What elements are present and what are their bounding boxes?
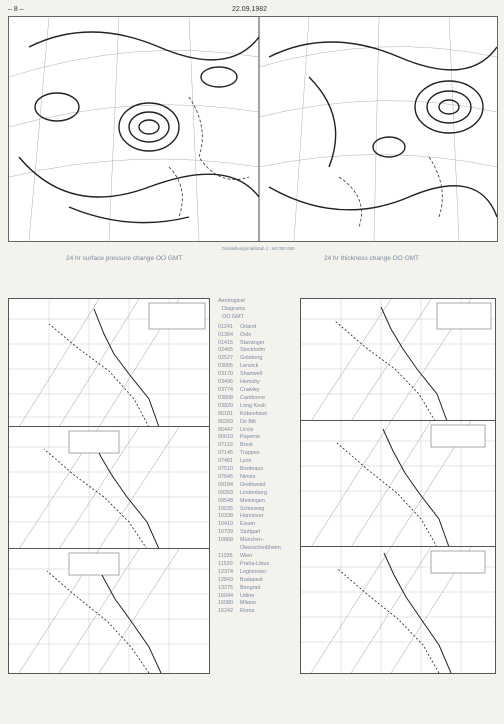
map-scale: Darstellungsmaßstab 1 : 60 000 000 (222, 246, 295, 251)
right-map-coastlines (339, 157, 442, 227)
station-name: Nimes (240, 473, 256, 480)
station-name: Oslo (240, 331, 252, 338)
station-row (218, 608, 298, 616)
station-row (218, 363, 298, 371)
station-row (218, 395, 298, 403)
left-map-coastlines (169, 97, 249, 217)
station-row (218, 411, 298, 419)
station-name: Oberschleißheim (240, 545, 281, 552)
weather-maps-drawing (9, 17, 497, 241)
station-name: Stockholm (240, 347, 266, 354)
station-row (218, 355, 298, 363)
station-id: 10739 (218, 529, 233, 536)
station-row (218, 427, 298, 435)
right-map-isopleths (269, 42, 497, 217)
station-id: 16044 (218, 592, 233, 599)
station-name: Trappes (240, 450, 260, 457)
aerological-plot (9, 427, 209, 549)
station-row (218, 332, 298, 340)
station-row (218, 403, 298, 411)
station-id: 01415 (218, 339, 233, 346)
station-row (218, 340, 298, 348)
weather-maps (8, 16, 498, 242)
station-id: 09184 (218, 481, 233, 488)
station-row (218, 442, 298, 450)
station-id: 10868 (218, 537, 233, 544)
station-id: 07110 (218, 442, 233, 449)
station-id: 07510 (218, 466, 233, 473)
station-row (218, 537, 298, 545)
station-id: 12374 (218, 568, 233, 575)
station-row (218, 577, 298, 585)
page-date: 22.09.1982 (232, 6, 268, 13)
station-row (218, 387, 298, 395)
station-id: 06610 (218, 434, 233, 441)
station-name: Meiningen (240, 497, 265, 504)
station-id: 13275 (218, 584, 233, 591)
station-name: Kobenhavn (240, 410, 268, 417)
station-row (218, 529, 298, 537)
left-map-caption: 24 hr surface pressure change OO GMT (66, 255, 183, 262)
station-rows (218, 324, 298, 617)
station-id: 10035 (218, 505, 233, 512)
station-row (218, 585, 298, 593)
station-id: 03496 (218, 379, 233, 386)
station-row (218, 545, 298, 553)
title-line: Diagrams (222, 305, 246, 312)
station-name: De Bilt (240, 418, 256, 425)
station-row (218, 482, 298, 490)
station-name: Stavanger (240, 339, 265, 346)
station-name: Lindenberg (240, 489, 267, 496)
station-id: 12843 (218, 576, 233, 583)
station-row (218, 600, 298, 608)
station-id: 03170 (218, 371, 233, 378)
aerological-diagram-left-2 (8, 426, 210, 550)
station-row (218, 498, 298, 506)
station-id: 07145 (218, 450, 233, 457)
station-name: Goteborg (240, 355, 263, 362)
station-name: Camborne (240, 394, 266, 401)
station-name: Lyon (240, 458, 252, 465)
station-id: 10338 (218, 513, 233, 520)
station-name: Crawley (240, 386, 260, 393)
station-row (218, 419, 298, 427)
station-name: Hannover (240, 513, 264, 520)
station-name: Brest (240, 442, 253, 449)
station-name: Legionowo (240, 568, 267, 575)
station-row (218, 513, 298, 521)
aerological-plot (9, 299, 209, 427)
station-id: 01241 (218, 323, 233, 330)
station-id: 11520 (218, 560, 233, 567)
station-id: 03774 (218, 386, 233, 393)
station-id: 02465 (218, 347, 233, 354)
aerological-plot (301, 421, 495, 547)
station-name: Schleswig (240, 505, 265, 512)
station-row (218, 521, 298, 529)
station-id: 03808 (218, 394, 233, 401)
title-line: OO GMT (222, 313, 244, 320)
left-map-grid (9, 17, 259, 241)
aerological-plot (301, 547, 495, 673)
aerological-diagram-left-1 (8, 298, 210, 428)
station-id: 10410 (218, 521, 233, 528)
station-name: Stuttgart (240, 529, 261, 536)
station-id: 06260 (218, 418, 233, 425)
station-row (218, 324, 298, 332)
station-id: 07481 (218, 458, 233, 465)
aerological-diagram-right-3 (300, 546, 496, 674)
aerological-diagram-left-3 (8, 548, 210, 674)
left-map-isobars (19, 32, 259, 223)
station-id: 07645 (218, 473, 233, 480)
station-row (218, 569, 298, 577)
station-id (218, 545, 240, 553)
station-name: Budapest (240, 576, 263, 583)
station-id: 09393 (218, 489, 233, 496)
station-row (218, 458, 298, 466)
station-name: Essen (240, 521, 255, 528)
station-name: Uccle (240, 426, 254, 433)
station-id: 16080 (218, 600, 233, 607)
station-row (218, 434, 298, 442)
station-row (218, 474, 298, 482)
station-row (218, 561, 298, 569)
station-row (218, 379, 298, 387)
station-name: Greifswald (240, 481, 266, 488)
station-row (218, 450, 298, 458)
station-id: 16242 (218, 608, 233, 615)
station-row (218, 371, 298, 379)
station-name: Milano (240, 600, 256, 607)
aerological-plot (9, 549, 209, 673)
station-row (218, 593, 298, 601)
station-id: 02527 (218, 355, 233, 362)
page-number: – 8 – (8, 6, 24, 13)
station-name: Lerwick (240, 363, 259, 370)
station-name: Orland (240, 323, 257, 330)
station-id: 01384 (218, 331, 233, 338)
station-row (218, 553, 298, 561)
station-row (218, 490, 298, 498)
station-name: Wien (240, 553, 253, 559)
station-name: Long Kesh (240, 402, 266, 409)
station-id: 06447 (218, 426, 233, 433)
station-id: 06181 (218, 410, 233, 417)
station-name: Shanwell (240, 371, 262, 378)
station-row (218, 466, 298, 474)
station-name: Roma (240, 608, 255, 615)
station-id: 09548 (218, 497, 233, 504)
station-list-title (218, 298, 298, 322)
station-name: Udine (240, 592, 255, 599)
right-map-caption: 24 hr thickness change OO GMT (324, 255, 420, 262)
title-line: Aerological (218, 298, 245, 304)
station-list (218, 298, 298, 616)
station-name: Beograd (240, 584, 261, 591)
station-id: 11035 (218, 553, 233, 559)
station-name: Payerne (240, 434, 261, 441)
aerological-diagram-right-1 (300, 298, 496, 422)
station-name: Bordeaux (240, 466, 264, 473)
station-name: Hemsby (240, 379, 260, 386)
station-id: 03920 (218, 402, 233, 409)
station-name: Praha-Libus (240, 560, 270, 567)
aerological-diagram-right-2 (300, 420, 496, 548)
station-row (218, 347, 298, 355)
aerological-plot (301, 299, 495, 421)
station-name: München- (240, 537, 264, 544)
station-id: 03005 (218, 363, 233, 370)
station-row (218, 506, 298, 514)
